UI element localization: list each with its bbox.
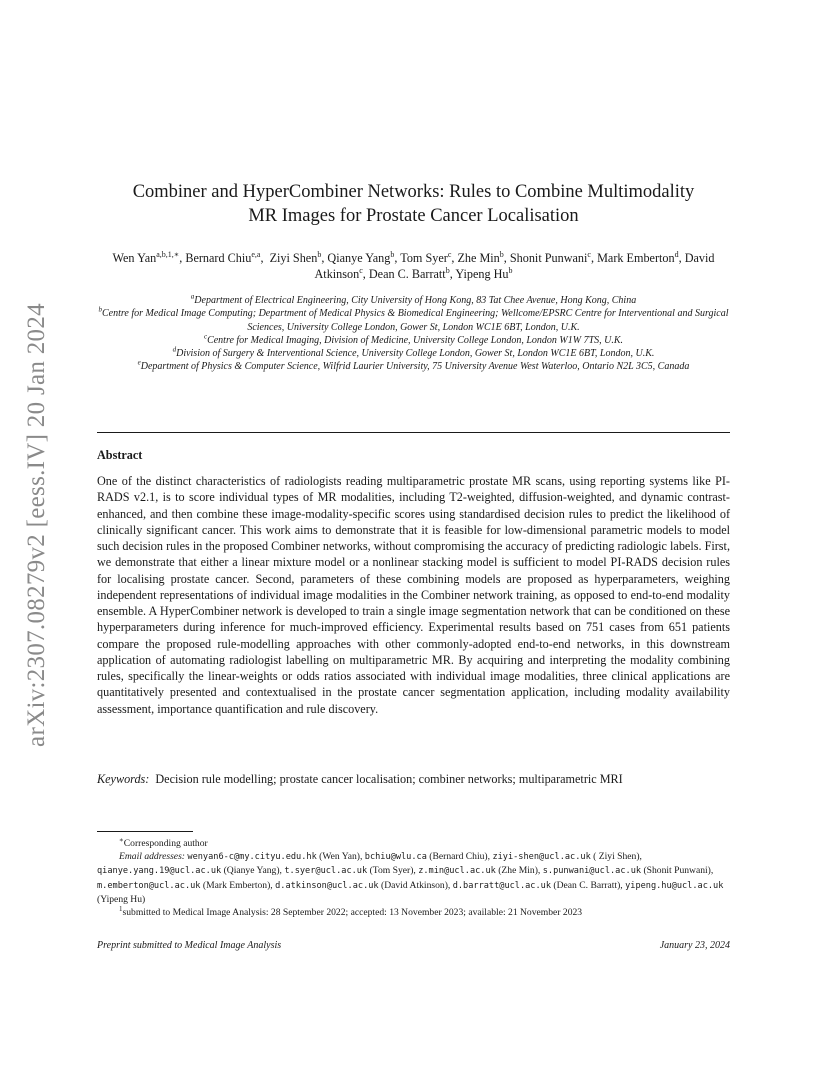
title-line-2: MR Images for Prostate Cancer Localisation bbox=[248, 206, 579, 226]
footnotes bbox=[97, 837, 730, 919]
email-link[interactable]: t.syer@ucl.ac.uk bbox=[284, 866, 368, 877]
footnote-emails: Email addresses: wenyan6-c@my.cityu.edu.hk (Wen Yan), bchiu@wlu.ca (Bernard Chiu), ziyi-shen@ucl.ac.uk ( Ziyi Shen), qianye.yang.19@ucl.ac.uk (Qianye Yang), t.syer@ucl.ac.uk (Tom Syer), z.min@ucl.ac.uk (Zhe Min), s.punwani@ucl.ac.uk (Shonit Punwani), m.emberton@ucl.ac.uk (Mark Emberton), d.atkinson@ucl.ac.uk (David Atkinson), d.barratt@ucl.ac.uk (Dean C. Barratt), yipeng.hu@ucl.ac.uk (Yipeng Hu) bbox=[97, 851, 724, 905]
affiliation: $^b$Centre for Medical Image Computing; Department of Medical Physics & Biomedical Engineering; Wellcome/EPSRC Centre for Interventional and Surgical Sciences, University College London, Gower St, London WC1E 6BT, London, U.K. bbox=[98, 305, 729, 333]
footer-journal: Preprint submitted to Medical Image Analysis bbox=[97, 940, 282, 951]
email-link[interactable]: yipeng.hu@ucl.ac.uk bbox=[625, 880, 724, 891]
abstract-divider bbox=[97, 432, 730, 433]
author-list: Wen Yan$^{a,b,1,∗}$, Bernard Chiu$^{e,a}$, Ziyi Shen$^b$, Qianye Yang$^b$, Tom Syer$^c$, Zhe Min$^b$, Shonit Punwani$^c$, Mark Emberton$^d$, David Atkinson$^c$, Dean C. Barratt$^b$, Yipeng Hu$^b$ bbox=[112, 249, 715, 281]
author: Zhe Min$^b$ bbox=[457, 249, 504, 265]
email-link[interactable]: bchiu@wlu.ca bbox=[364, 852, 427, 863]
author: Tom Syer$^c$ bbox=[400, 249, 452, 265]
keywords bbox=[97, 772, 730, 787]
footnote-divider bbox=[97, 831, 193, 832]
author: Mark Emberton$^d$ bbox=[597, 249, 679, 265]
footnote-submission: $^1$submitted to Medical Image Analysis: 28 September 2022; accepted: 13 November 2023; available: 21 November 2023 bbox=[119, 904, 583, 919]
author: Yipeng Hu$^b$ bbox=[455, 265, 513, 281]
title-line-1: Combiner and HyperCombiner Networks: Rules to Combine Multimodality bbox=[132, 182, 695, 202]
paper-title bbox=[97, 180, 730, 228]
author: Dean C. Barratt$^b$ bbox=[368, 265, 450, 281]
author: Shonit Punwani$^c$ bbox=[509, 249, 591, 265]
affiliation: $^c$Centre for Medical Imaging, Division of Medicine, University College London, London W1W 7TS, U.K. bbox=[203, 332, 624, 346]
arxiv-identifier: arXiv:2307.08279v2 [eess.IV] 20 Jan 2024 bbox=[23, 303, 50, 747]
keywords-label: Keywords: bbox=[97, 772, 150, 786]
footnote-corresponding: ∗Corresponding author bbox=[119, 835, 208, 849]
author: Ziyi Shen$^b$ bbox=[269, 249, 322, 265]
author: David Atkinson$^c$ bbox=[314, 251, 715, 281]
keywords-text: Decision rule modelling; prostate cancer localisation; combiner networks; multiparametric MRI bbox=[155, 772, 623, 786]
affiliation: $^e$Department of Physics & Computer Science, Wilfrid Laurier University, 75 University Avenue West Waterloo, Ontario N2L 3C5, Canada bbox=[137, 359, 690, 373]
email-link[interactable]: d.atkinson@ucl.ac.uk bbox=[275, 880, 379, 891]
email-link[interactable]: ziyi-shen@ucl.ac.uk bbox=[492, 852, 591, 863]
affiliation: $^a$Department of Electrical Engineering, City University of Hong Kong, 83 Tat Chee Avenue, Hong Kong, China bbox=[190, 292, 637, 306]
email-link[interactable]: z.min@ucl.ac.uk bbox=[418, 866, 496, 877]
affiliation-list bbox=[97, 294, 730, 374]
arxiv-sidebar bbox=[22, 290, 52, 760]
email-link[interactable]: d.barratt@ucl.ac.uk bbox=[452, 880, 552, 891]
email-link[interactable]: m.emberton@ucl.ac.uk bbox=[97, 880, 201, 891]
email-link[interactable]: s.punwani@ucl.ac.uk bbox=[542, 866, 642, 877]
author: Bernard Chiu$^{e,a}$ bbox=[185, 249, 261, 265]
abstract-body: One of the distinct characteristics of radiologists reading multiparametric prostate MR scans, using reporting systems like PI-RADS v2.1, is to score individual types of MR modalities, including T2-weighted, diffusion-weighted, and dynamic contrast-enhanced, and then combine these image-modality-specific scores using standardised decision rules to predict the likelihood of clinically significant cancer. This work aims to demonstrate that it is feasible for low-dimensional parametric models to model such decision rules in the proposed Combiner networks, without compromising the accuracy of predicting radiologic labels. First, we demonstrate that either a linear mixture model or a nonlinear stacking model is sufficient to model PI-RADS decision rules for localising prostate cancer. Second, parameters of these combining models are proposed as hyperparameters, weighing independent representations of individual image modalities in the Combiner network training, as opposed to end-to-end modality ensemble. A HyperCombiner network is developed to train a single image segmentation network that can be conditioned on these hyperparameters during inference for much-improved efficiency. Experimental results based on 751 cases from 651 patients compare the proposed rule-modelling approaches with other commonly-adopted end-to-end networks, in this downstream application of automating radiologist labelling on multiparametric MR. By acquiring and interpreting the modality combining rules, specifically the linear-weights or odds ratios associated with individual image modalities, three clinical applications are quantitatively presented and contextualised in the prostate cancer segmentation application, including modality availability assessment, importance quantification and rule discovery. bbox=[97, 474, 730, 716]
email-link[interactable]: wenyan6-c@my.cityu.edu.hk bbox=[187, 852, 317, 863]
email-link[interactable]: qianye.yang.19@ucl.ac.uk bbox=[97, 866, 222, 877]
affiliation: $^d$Division of Surgery & Interventional Science, University College London, Gower St, London WC1E 6BT, London, U.K. bbox=[172, 345, 655, 360]
footer-date: January 23, 2024 bbox=[659, 940, 730, 951]
author: Qianye Yang$^b$ bbox=[327, 249, 395, 265]
author: Wen Yan$^{a,b,1,∗}$ bbox=[112, 249, 180, 265]
page-footer bbox=[97, 940, 730, 951]
abstract-heading: Abstract bbox=[97, 448, 143, 462]
